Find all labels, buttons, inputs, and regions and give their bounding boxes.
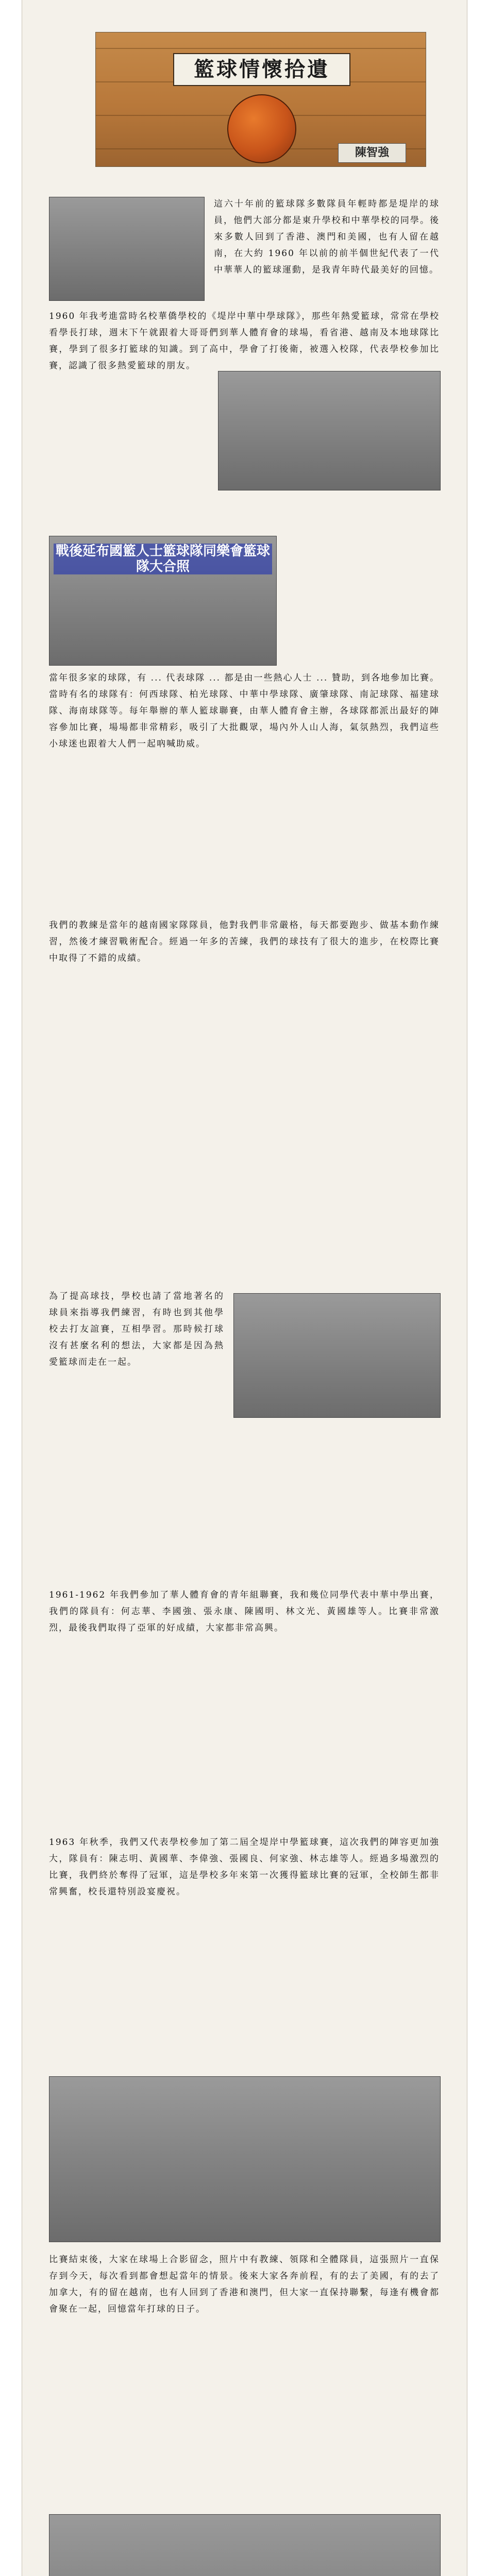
article-paragraph: 比賽結束後，大家在球場上合影留念，照片中有教練、領隊和全體隊員，這張照片一直保存到今天，每次看到都會想起當年的情景。後來大家各奔前程，有的去了美國，有的去了加拿大，有的留在越南，也有人回到了香港和澳門，但大家一直保持聯繫，每逢有機會都會聚在一起，回憶當年打球的日子。	[49, 2255, 440, 2314]
team-photo	[49, 197, 205, 301]
team-photo	[233, 1293, 441, 1418]
championship-team-photo	[49, 2076, 441, 2242]
article-paragraph: 1963 年秋季，我們又代表學校參加了第二屆全堤岸中學籃球賽，這次我們的陣容更加強大，隊員有：陳志明、黃國華、李偉強、張國良、何家強、林志雄等人。經過多場激烈的比賽，我們終於奪得了冠軍，這是學校多年來第一次獲得籃球比賽的冠軍，全校師生都非常興奮，校長還特別設宴慶祝。	[49, 1837, 440, 1897]
photo-caption-overlay: 戰後延布國籃人士籃球隊同樂會籃球隊大合照	[54, 544, 272, 574]
article-title: 籃球情懷拾遺	[173, 53, 350, 86]
team-photo	[49, 536, 277, 666]
article-banner	[95, 32, 426, 167]
article-paragraph: 1960 年我考進當時名校華僑學校的《堤岸中華中學球隊》，那些年熱愛籃球，常常在學校看學長打球，週末下午就跟着大哥哥們到華人體育會的球場，看省港、越南及本地球隊比賽，學到了很多打籃球的知識。到了高中，學會了打後衛，被選入校隊，代表學校參加比賽，認識了很多熱愛籃球的朋友。	[49, 311, 440, 371]
article-page	[22, 0, 467, 2576]
article-paragraph: 當年很多家的球隊，有 ... 代表球隊 ... 都是由一些熱心人士 ... 贊助，到各地參加比賽。當時有名的球隊有：何西球隊、柏光球隊、中華中學球隊、廣肇球隊、南記球隊、福建球隊、海南球隊等。每年舉辦的華人籃球聯賽，由華人體育會主辦，各球隊都派出最好的陣容參加比賽，場場都非常精彩，吸引了大批觀眾，場內外人山人海，氣氛熱烈，我們這些小球迷也跟着大人們一起吶喊助威。	[49, 673, 440, 749]
basketball-icon	[227, 94, 296, 163]
floor-plank	[96, 48, 426, 49]
article-paragraph: 這六十年前的籃球隊多數隊員年輕時都是堤岸的球員，他們大部分都是東升學校和中華學校的同學。後來多數人回到了香港、澳門和美國，也有人留在越南，在大約 1960 年以前的前半個世紀代表了一代中華華人的籃球運動，是我青年時代最美好的回憶。	[214, 199, 440, 275]
court-team-photo	[49, 2514, 441, 2576]
clubhouse-photo	[218, 371, 441, 490]
article-paragraph: 1961-1962 年我們參加了華人體育會的青年組聯賽，我和幾位同學代表中華中學出賽，我們的隊員有：何志華、李國強、張永康、陳國明、林文光、黃國雄等人。比賽非常激烈，最後我們取得了亞軍的好成績，大家都非常高興。	[49, 1590, 440, 1633]
article-paragraph: 為了提高球技，學校也請了當地著名的球員來指導我們練習，有時也到其他學校去打友誼賽，互相學習。那時候打球沒有甚麼名利的想法，大家都是因為熱愛籃球而走在一起。	[49, 1291, 224, 1367]
article-paragraph: 我們的教練是當年的越南國家隊隊員，他對我們非常嚴格，每天都要跑步、做基本動作練習，然後才練習戰術配合。經過一年多的苦練，我們的球技有了很大的進步，在校際比賽中取得了不錯的成績。	[49, 920, 440, 963]
author-name: 陳智強	[338, 143, 406, 163]
